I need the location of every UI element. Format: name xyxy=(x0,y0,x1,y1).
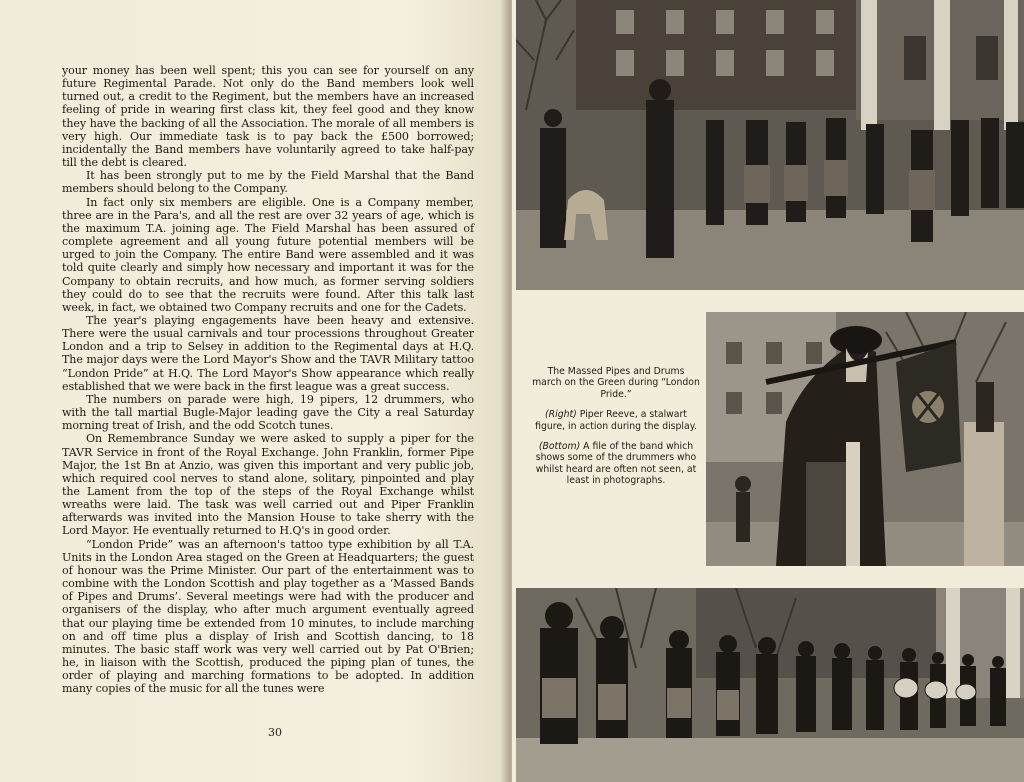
caption-text: The Massed Pipes and Drums march on the Green during “London Pride.” xyxy=(532,366,700,400)
caption-text: Piper Reeve, a stalwart figure, in action during the display. xyxy=(535,409,697,432)
photo-massed-pipes-image xyxy=(516,0,1024,290)
photo-band-drummers-image xyxy=(516,588,1024,782)
article-body xyxy=(62,64,474,696)
paragraph: In fact only six members are eligible. One is a Company member, three are in the Para's, and all the rest are over 32 years of age, which is the maximum T.A. joining age. The Field Marshal has been assured of complete agreement and all young future potential members will be urged to join the Company. The entire Band were assembled and it was told quite clearly and simply how necessary and important it was for the Company to obtain recruits, and how much, as former serving soldiers they could do to see that the recruits were found. After this talk last week, in fact, we obtained two Company recruits and one for the Cadets. xyxy=(62,195,474,314)
paragraph: The year's playing engagements have been heavy and extensive. There were the usual carnivals and tour processions throughout Greater London and a trip to Selsey in addition to the Regimental days at H.Q. The major days were the Lord Mayor's Show and the TAVR Military tattoo “London Pride” at H.Q. The Lord Mayor's Show appearance which really established that we were back in the first league was a great success. xyxy=(62,313,474,393)
photo-piper-reeve-image xyxy=(706,312,1024,566)
caption-top-photo xyxy=(532,366,700,400)
photo-captions xyxy=(532,366,700,496)
page-number: 30 xyxy=(268,726,282,739)
paragraph: your money has been well spent; this you can see for yourself on any future Regimental Parade. Not only do the Band members look well turned out, a credit to the Regiment, but the members have an increased feeling of pride in wearing first class kit, they feel good and they know they have the backing of all the Association. The morale of all members is very high. Our immediate task is to pay back the £500 borrowed; incidentally the Band members have voluntarily agreed to take half-pay till the debt is cleared. xyxy=(62,64,474,170)
photo-piper-reeve xyxy=(706,312,1024,566)
paragraph: “London Pride” was an afternoon's tattoo type exhibition by all T.A. Units in the London Area staged on the Green at Headquarters; the guest of honour was the Prime Minister. Our part of the entertainment was to combine with the London Scottish and play together as a ‘Massed Bands of Pipes and Drums’. Several meetings were had with the producer and organisers of the display, who after much argument eventually agreed that our playing time be extended from 10 minutes, to include marching on and off time plus a display of Irish and Scottish dancing, to 18 minutes. The basic staff work was very well carried out by Pat O'Brien; he, in liaison with the Scottish, produced the piping plan of tunes, the order of playing and marching formations to be adopted. In addition many copies of the music for all the tunes were xyxy=(62,537,474,696)
paragraph: On Remembrance Sunday we were asked to supply a piper for the TAVR Service in front of the Royal Exchange. John Franklin, former Pipe Major, the 1st Bn at Anzio, was given this important and very public job, which required cool nerves to stand alone, solitary, pinpointed and play the Lament from the top of the steps of the Royal Exchange whilst wreaths were laid. The task was well carried out and Piper Franklin afterwards was invited into the Mansion House to take sherry with the Lord Mayor. He eventually returned to H.Q's in good order. xyxy=(62,432,474,538)
caption-right-photo xyxy=(532,409,700,432)
caption-tag: (Bottom) xyxy=(538,441,581,453)
photo-massed-pipes xyxy=(516,0,1024,290)
paragraph: It has been strongly put to me by the Field Marshal that the Band members should belong to the Company. xyxy=(62,169,474,196)
caption-text: A file of the band which shows some of the drummers who whilst heard are often not seen, at least in photographs. xyxy=(535,441,697,487)
photo-band-drummers xyxy=(516,588,1024,782)
caption-tag: (Right) xyxy=(545,409,577,421)
caption-bottom-photo xyxy=(532,441,700,487)
paragraph: The numbers on parade were high, 19 pipers, 12 drummers, who with the tall martial Bugle-Major leading gave the City a real Saturday morning treat of Irish, and the odd Scotch tunes. xyxy=(62,392,474,433)
